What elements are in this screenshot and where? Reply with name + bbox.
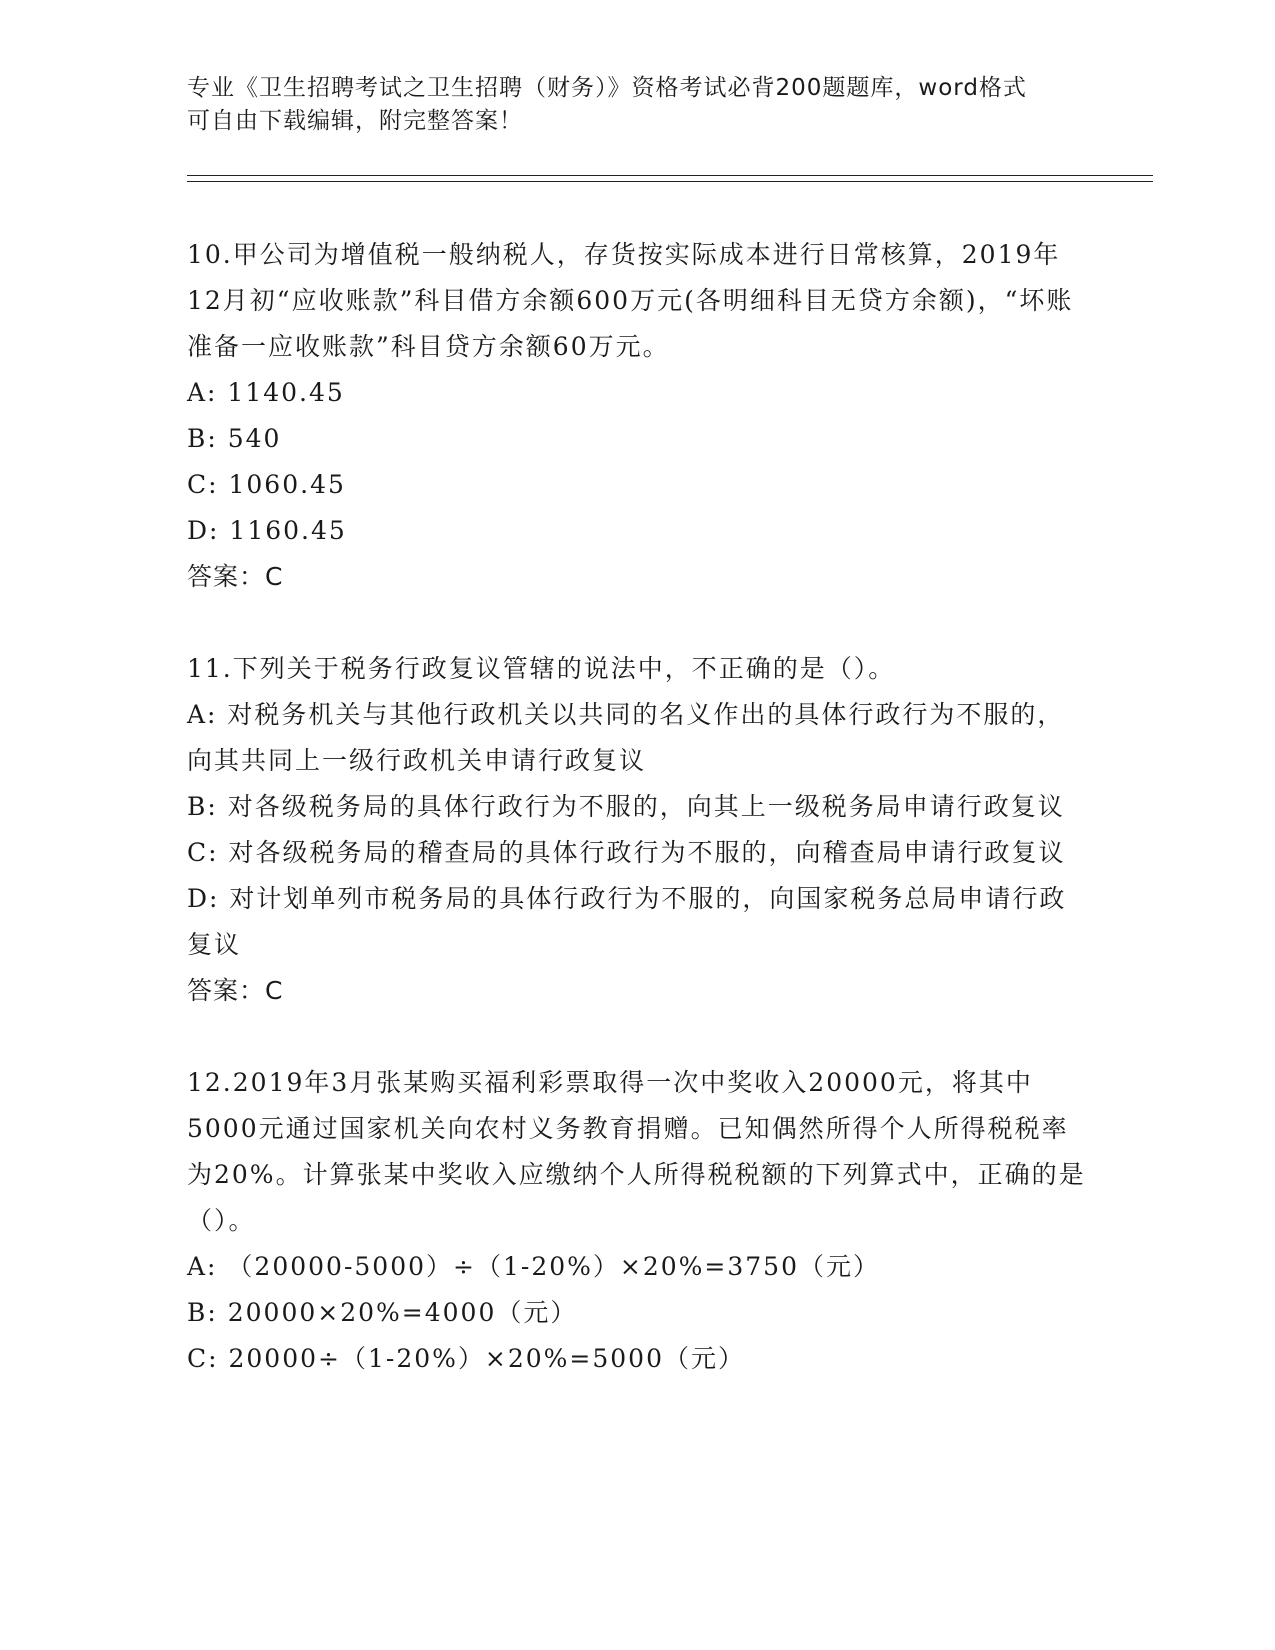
- header-line-1: 专业《卫生招聘考试之卫生招聘（财务）》资格考试必背200题题库，word格式: [187, 75, 1027, 101]
- question-11: [187, 646, 1087, 1014]
- answer: 答案：C: [187, 976, 284, 1005]
- document-body: [187, 232, 1087, 1428]
- option-b: B: 20000×20%=4000（元）: [187, 1298, 578, 1327]
- option-c: C: 1060.45: [187, 470, 346, 499]
- option-d: D: 1160.45: [187, 516, 347, 545]
- document-header: [187, 72, 1067, 138]
- option-a: A: 对税务机关与其他行政机关以共同的名义作出的具体行政行为不服的，向其共同上一级行政机关申请行政复议: [187, 700, 1065, 775]
- header-line-2: 可自由下载编辑，附完整答案！: [187, 108, 523, 134]
- option-c: C: 20000÷（1-20%）×20%=5000（元）: [187, 1344, 745, 1373]
- question-stem: 10.甲公司为增值税一般纳税人，存货按实际成本进行日常核算，2019年12月初“应收账款”科目借方余额600万元(各明细科目无贷方余额)，“坏账准备一应收账款”科目贷方余额60万元。: [187, 240, 1074, 361]
- option-a: A: （20000-5000）÷（1-20%）×20%=3750（元）: [187, 1252, 880, 1281]
- question-12: [187, 1060, 1087, 1382]
- option-b: B: 540: [187, 424, 282, 453]
- option-d: D: 对计划单列市税务局的具体行政行为不服的，向国家税务总局申请行政复议: [187, 884, 1067, 959]
- question-10: [187, 232, 1087, 600]
- option-b: B: 对各级税务局的具体行政行为不服的，向其上一级税务局申请行政复议: [187, 792, 1065, 821]
- header-divider-top: [187, 175, 1153, 176]
- question-stem: 12.2019年3月张某购买福利彩票取得一次中奖收入20000元，将其中5000元通过国家机关向农村义务教育捐赠。已知偶然所得个人所得税税率为20%。计算张某中奖收入应缴纳个人所得税税额的下列算式中，正确的是（）。: [187, 1068, 1086, 1235]
- answer: 答案：C: [187, 562, 284, 591]
- option-c: C: 对各级税务局的稽查局的具体行政行为不服的，向稽查局申请行政复议: [187, 838, 1066, 867]
- header-divider-bottom: [187, 181, 1153, 182]
- option-a: A: 1140.45: [187, 378, 345, 407]
- question-stem: 11.下列关于税务行政复议管辖的说法中，不正确的是（）。: [187, 654, 896, 683]
